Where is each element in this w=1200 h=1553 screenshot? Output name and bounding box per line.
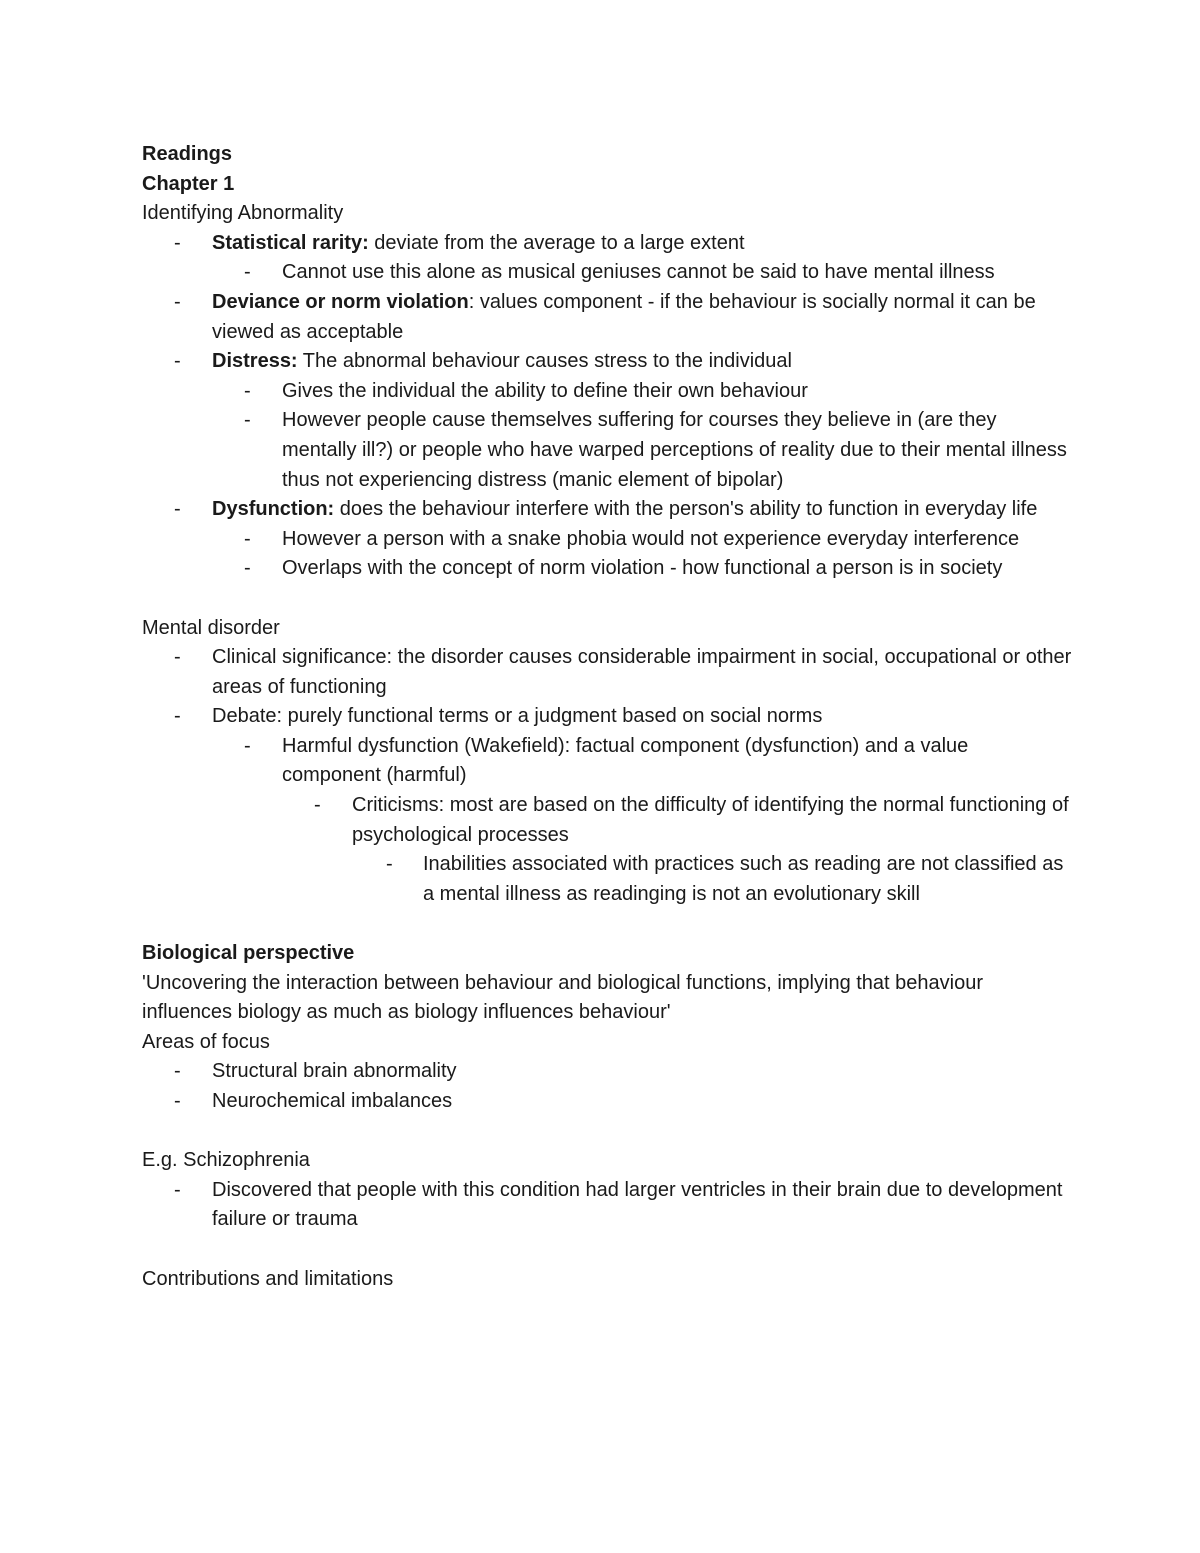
bullet-dash: - <box>174 1178 181 1201</box>
bullet-dash: - <box>244 527 251 550</box>
list-item-text: Debate: purely functional terms or a judgment based on social norms <box>212 705 823 728</box>
bullet-dash: - <box>244 557 251 580</box>
list-item <box>142 554 1072 584</box>
bullet-dash: - <box>244 734 251 757</box>
list-item <box>142 850 1072 909</box>
list-item <box>142 1087 1072 1117</box>
contributions-title: Contributions and limitations <box>142 1267 394 1290</box>
list-item-text: Overlaps with the concept of norm violation - how functional a person is in society <box>282 557 1003 580</box>
list-item-text: Inabilities associated with practices such as reading are not classified as a mental illness as readinging is not an evolutionary skill <box>423 853 1064 905</box>
spacer <box>142 1117 1072 1147</box>
bullet-dash: - <box>174 231 181 254</box>
bullet-dash: - <box>244 409 251 432</box>
list-item-text: Discovered that people with this condition had larger ventricles in their brain due to development failure or trauma <box>212 1178 1063 1231</box>
list-item-deviance <box>142 288 1072 347</box>
list-item <box>142 702 1072 732</box>
list-item-text: Neurochemical imbalances <box>212 1090 453 1112</box>
list-item <box>142 1057 1072 1087</box>
bullet-dash: - <box>244 261 251 284</box>
identifying-abnormality-title: Identifying Abnormality <box>142 202 344 225</box>
list-item <box>142 791 1072 850</box>
list-item <box>142 525 1072 555</box>
list-item-distress <box>142 347 1072 377</box>
bullet-dash: - <box>174 350 181 373</box>
definition-deviance: : values component - if the behaviour is socially normal it can be viewed as acceptable <box>212 290 1036 343</box>
spacer <box>142 909 1072 939</box>
list-item-dysfunction <box>142 495 1072 525</box>
list-item-text: Cannot use this alone as musical geniuses cannot be said to have mental illness <box>282 261 995 284</box>
definition-statistical-rarity: deviate from the average to a large extent <box>368 231 745 254</box>
list-item-text: However people cause themselves suffering for courses they believe in (are they mentally ill?) or people who have warped perceptions of reality due to their mental illness thus not experiencing distress (manic element of bipolar) <box>282 409 1067 491</box>
spacer <box>142 1235 1072 1265</box>
list-item <box>142 377 1072 407</box>
term-distress: Distress: <box>212 350 298 373</box>
term-deviance: Deviance or norm violation <box>212 290 469 313</box>
list-item <box>142 406 1072 495</box>
spacer <box>142 584 1072 614</box>
mental-disorder-title: Mental disorder <box>142 616 280 639</box>
bullet-dash: - <box>386 853 393 876</box>
chapter-heading: Chapter 1 <box>142 172 235 195</box>
bullet-dash: - <box>244 379 251 402</box>
bullet-dash: - <box>174 290 181 313</box>
biological-perspective-heading: Biological perspective <box>142 942 355 965</box>
list-item <box>142 258 1072 288</box>
definition-dysfunction: does the behaviour interfere with the person's ability to function in everyday life <box>334 498 1038 521</box>
list-item <box>142 1176 1072 1235</box>
list-item-text: Harmful dysfunction (Wakefield): factual component (dysfunction) and a value component (harmful) <box>282 734 969 787</box>
term-dysfunction: Dysfunction: <box>212 498 335 521</box>
document-page <box>142 140 1072 1294</box>
list-item-text: However a person with a snake phobia would not experience everyday interference <box>282 527 1020 550</box>
bullet-dash: - <box>174 1060 181 1083</box>
bullet-dash: - <box>174 646 181 669</box>
bullet-dash: - <box>314 794 321 817</box>
bullet-dash: - <box>174 1090 181 1112</box>
list-item-text: Structural brain abnormality <box>212 1060 457 1083</box>
term-statistical-rarity: Statistical rarity: <box>212 231 369 254</box>
readings-heading: Readings <box>142 143 233 165</box>
list-item-text: Criticisms: most are based on the difficulty of identifying the normal functioning of psychological processes <box>352 794 1069 846</box>
bullet-dash: - <box>174 498 181 521</box>
areas-of-focus-title: Areas of focus <box>142 1030 270 1053</box>
list-item <box>142 732 1072 791</box>
list-item <box>142 643 1072 702</box>
definition-distress: The abnormal behaviour causes stress to the individual <box>297 350 792 373</box>
biological-quote: 'Uncovering the interaction between behaviour and biological functions, implying that behaviour influences biology as much as biology influences behaviour' <box>142 971 984 1024</box>
list-item-statistical-rarity <box>142 229 1072 259</box>
bullet-dash: - <box>174 705 181 728</box>
list-item-text: Clinical significance: the disorder causes considerable impairment in social, occupational or other areas of functioning <box>212 646 1072 698</box>
example-title: E.g. Schizophrenia <box>142 1149 310 1172</box>
list-item-text: Gives the individual the ability to define their own behaviour <box>282 379 808 402</box>
